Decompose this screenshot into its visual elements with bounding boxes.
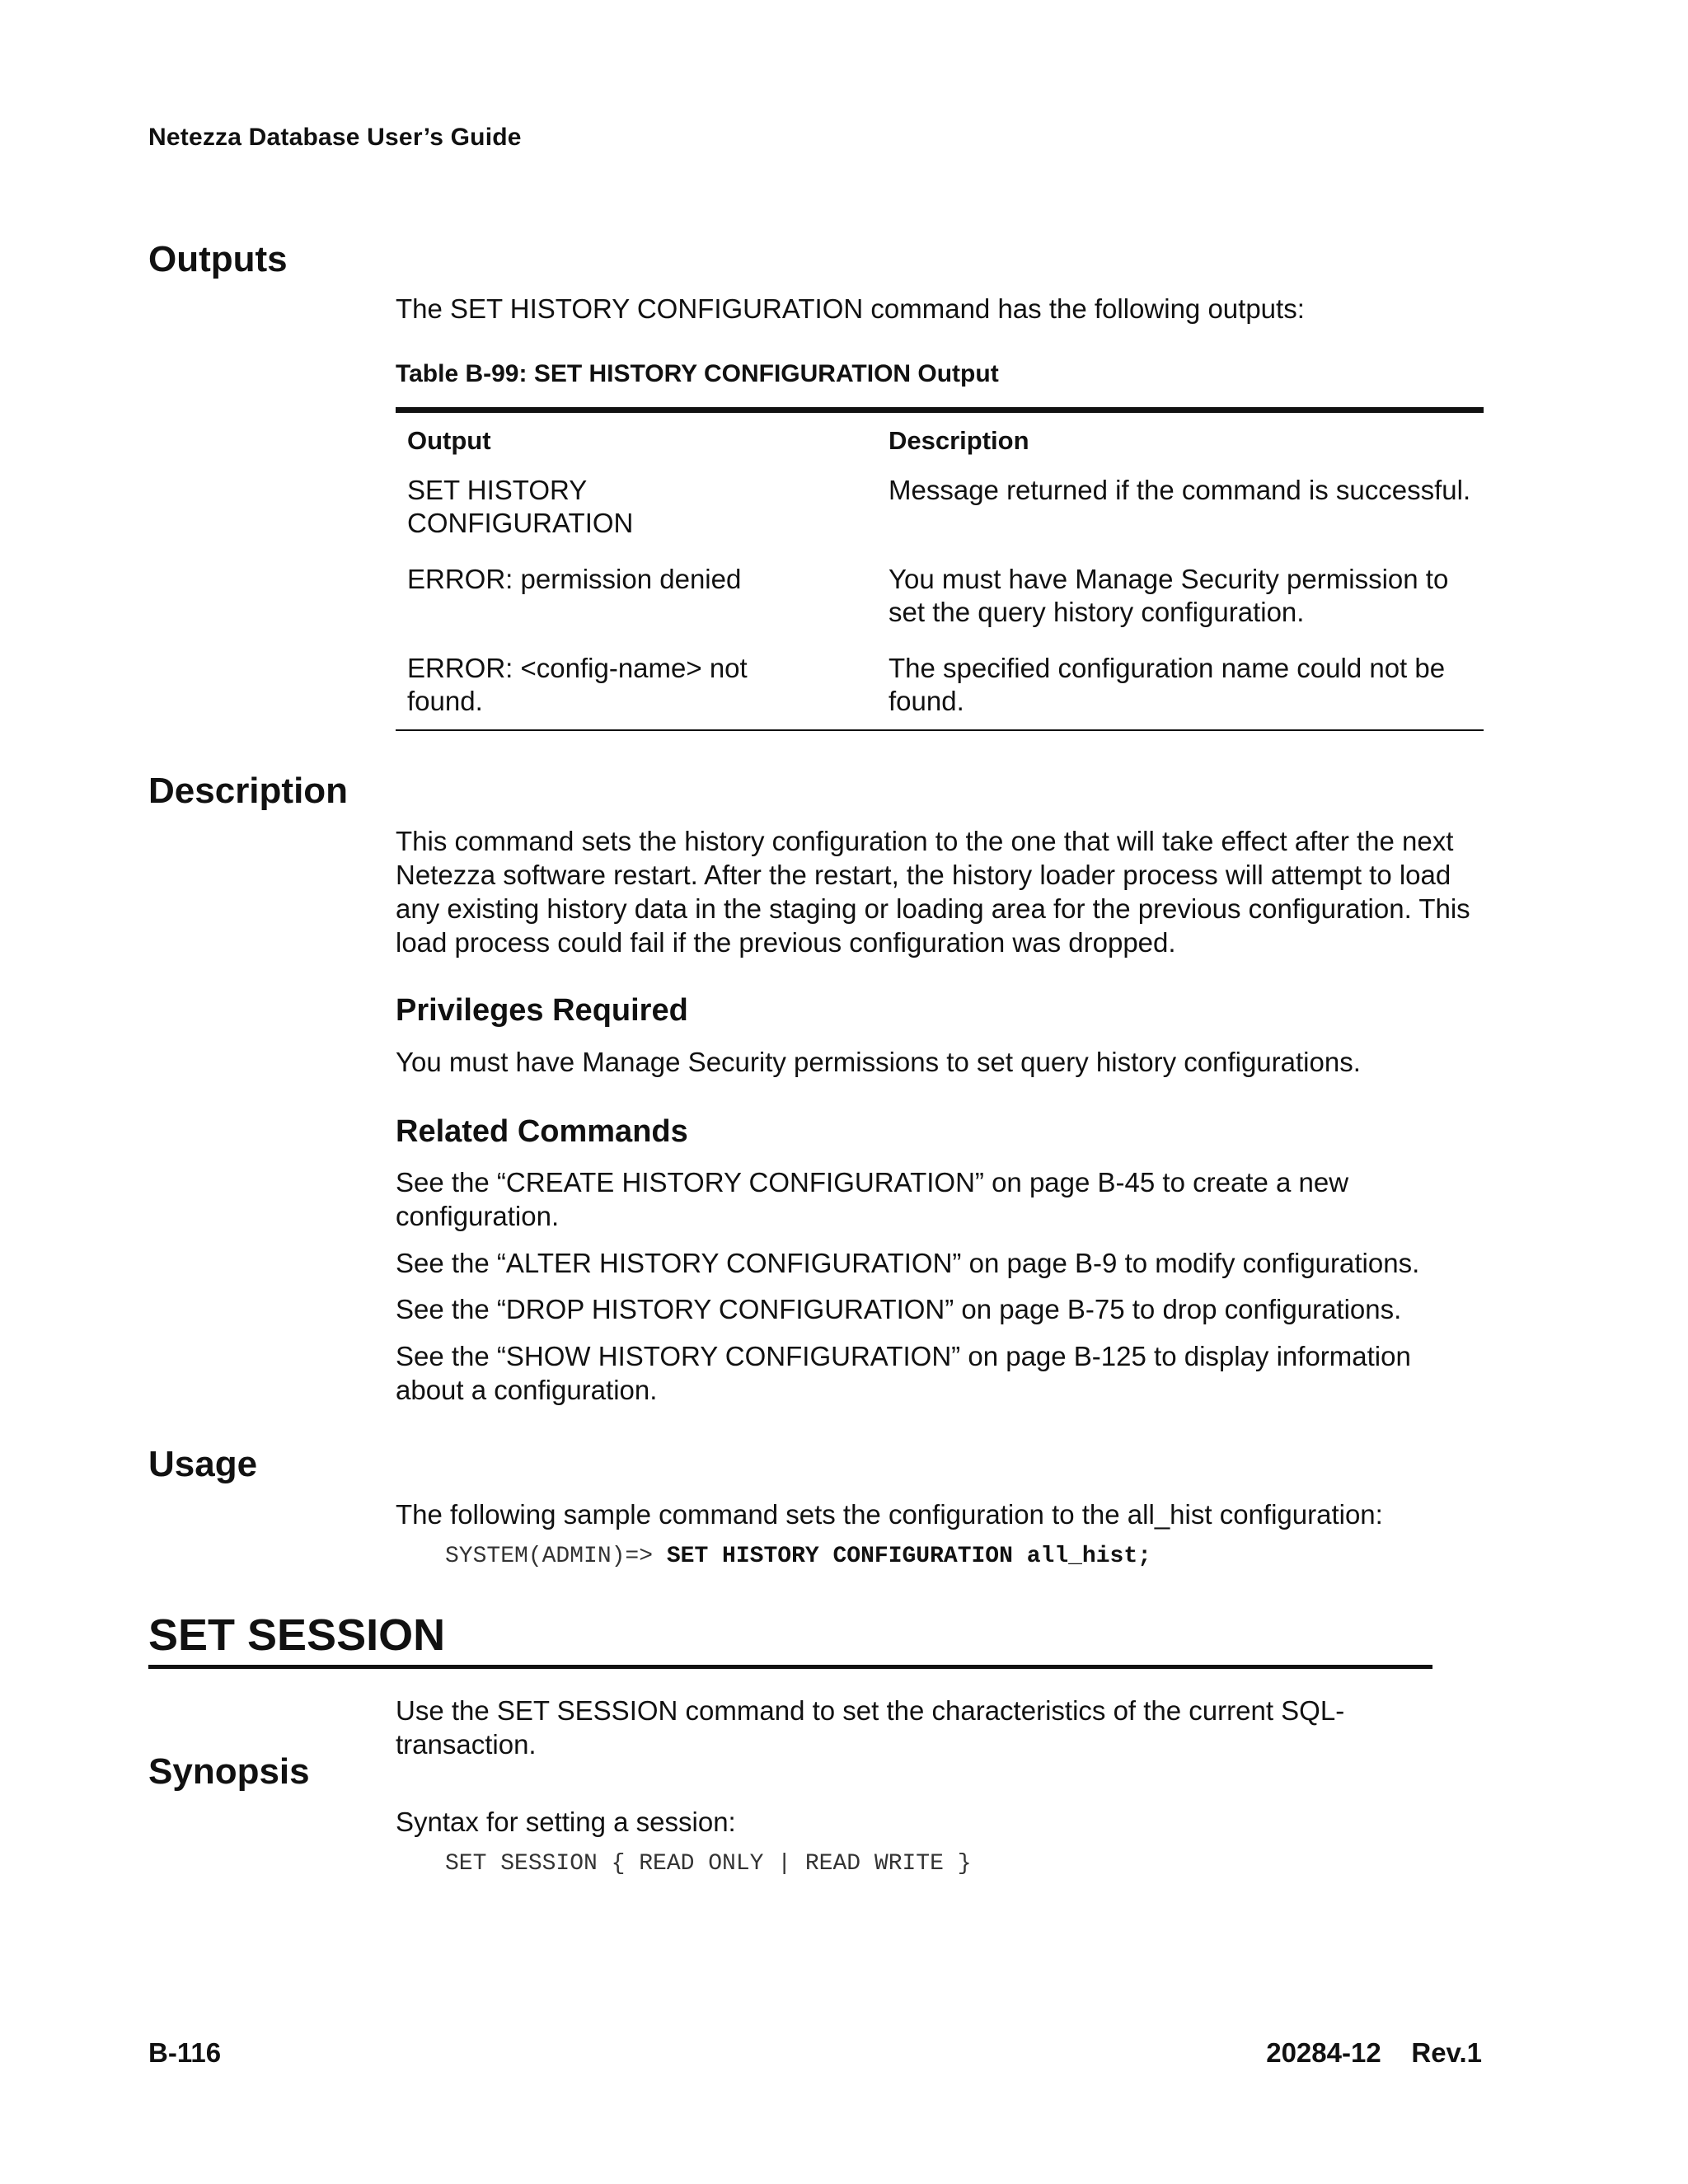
column-header-output: Output: [407, 426, 491, 455]
running-header: Netezza Database User’s Guide: [148, 124, 522, 151]
description-paragraph: This command sets the history configuration to the one that will take effect after the next Netezza software restart. After the restart, the history loader process will attempt to load any existing history data in the staging or loading area for the previous configuration. This load process could fail if the previous configuration was dropped.: [396, 826, 1470, 958]
description-cell: You must have Manage Security permission to set the query history configuration.: [889, 564, 1449, 627]
outputs-table: [396, 407, 1484, 731]
related-commands-heading: Related Commands: [396, 1114, 688, 1149]
table-row: [396, 462, 1484, 551]
doc-id: 20284-12: [1266, 2037, 1381, 2068]
synopsis-heading: Synopsis: [148, 1751, 310, 1792]
table-header-row: [396, 410, 1484, 463]
table-caption: Table B-99: SET HISTORY CONFIGURATION Output: [396, 360, 999, 387]
section-title: SET SESSION: [148, 1610, 446, 1660]
description-cell: The specified configuration name could not be found.: [889, 653, 1446, 716]
related-command-item: See the “ALTER HISTORY CONFIGURATION” on page B-9 to modify configurations.: [396, 1248, 1420, 1278]
usage-text: The following sample command sets the configuration to the all_hist configuration:: [396, 1499, 1383, 1530]
code-prompt: SYSTEM(ADMIN)=>: [445, 1544, 667, 1569]
output-cell: ERROR: permission denied: [407, 564, 742, 594]
code-command: SET HISTORY CONFIGURATION all_hist;: [666, 1544, 1151, 1569]
privileges-text: You must have Manage Security permissions to set query history configurations.: [396, 1047, 1361, 1077]
description-heading: Description: [148, 771, 349, 811]
document-id: [1266, 2037, 1482, 2069]
set-session-intro: Use the SET SESSION command to set the characteristics of the current SQL-transaction.: [396, 1695, 1345, 1760]
usage-heading: Usage: [148, 1444, 258, 1484]
privileges-heading: Privileges Required: [396, 993, 688, 1028]
usage-code-example: [445, 1544, 1151, 1569]
related-command-item: See the “CREATE HISTORY CONFIGURATION” on page B-45 to create a new configuration.: [396, 1167, 1349, 1231]
section-divider: [148, 1665, 1432, 1669]
related-command-item: See the “SHOW HISTORY CONFIGURATION” on page B-125 to display information about a configuration.: [396, 1341, 1411, 1405]
output-cell: SET HISTORY CONFIGURATION: [407, 475, 634, 538]
outputs-intro: The SET HISTORY CONFIGURATION command has the following outputs:: [396, 293, 1305, 324]
table-row: [396, 551, 1484, 640]
revision: Rev.1: [1411, 2037, 1482, 2068]
table-row: [396, 640, 1484, 730]
column-header-description: Description: [889, 426, 1029, 455]
synopsis-code: SET SESSION { READ ONLY | READ WRITE }: [445, 1851, 972, 1877]
description-cell: Message returned if the command is successful.: [889, 475, 1471, 505]
output-cell: ERROR: <config-name> not found.: [407, 653, 748, 716]
outputs-heading: Outputs: [148, 239, 288, 279]
synopsis-text: Syntax for setting a session:: [396, 1807, 736, 1837]
related-command-item: See the “DROP HISTORY CONFIGURATION” on page B-75 to drop configurations.: [396, 1294, 1402, 1324]
page-number: B-116: [148, 2037, 222, 2068]
